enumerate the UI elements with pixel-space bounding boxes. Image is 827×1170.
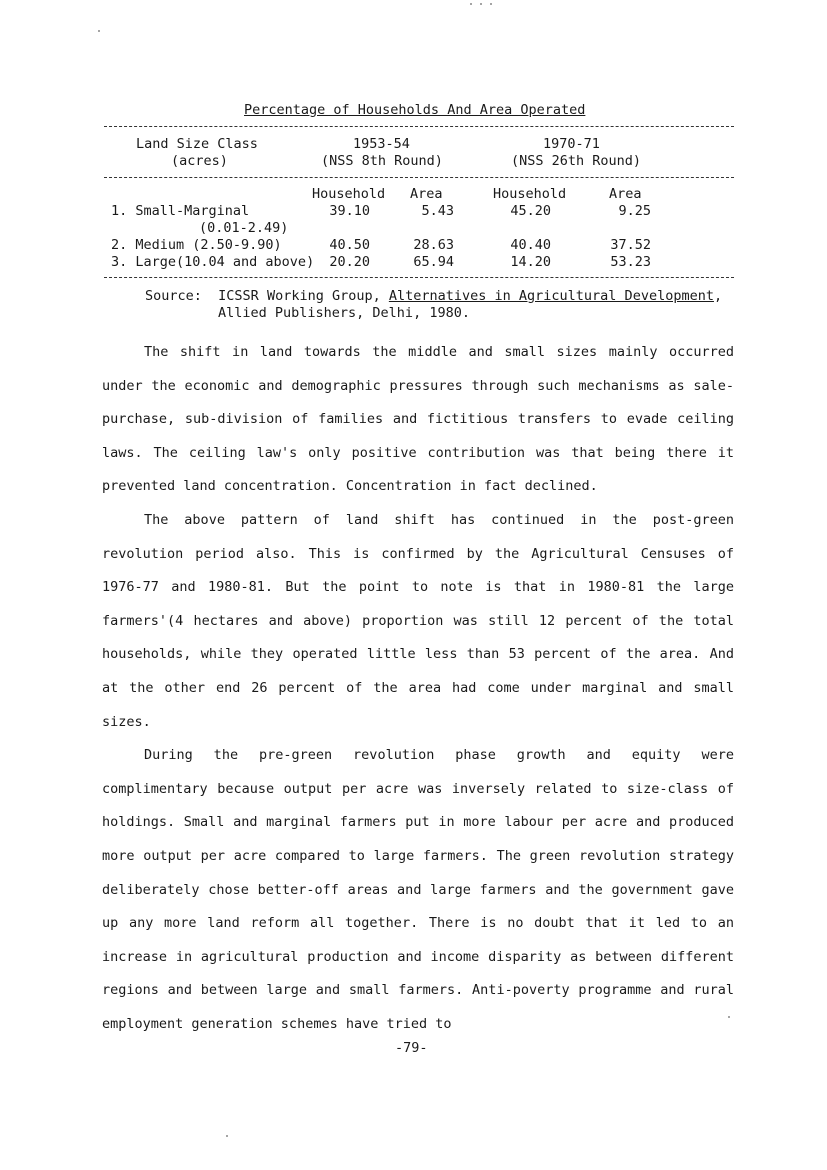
row-label-range: (0.01-2.49)	[199, 220, 289, 236]
row-label: 2. Medium (2.50-9.90)	[111, 237, 282, 253]
subheader-area-2: Area	[609, 186, 642, 202]
cell-household-1970: 14.20	[510, 254, 551, 270]
source-label: Source:	[145, 288, 202, 304]
header-period-2: 1970-71	[543, 136, 600, 152]
row-label: 1. Small-Marginal	[111, 203, 250, 219]
header-period-1-round: (NSS 8th Round)	[321, 153, 443, 169]
body-text	[102, 336, 734, 1041]
cell-household-1970: 40.40	[510, 237, 551, 253]
paragraph: The above pattern of land shift has continued in the post-green revolution period also. This is confirmed by the Agricultural Censuses of 1976-77 and 1980-81. But the point to note is that in 1980-81 the large farmers'(4 hectares and above) proportion was still 12 percent of the total households, while they operated little less than 53 percent of the area. And at the other end 26 percent of the area had come under marginal and small sizes.	[102, 511, 734, 730]
header-period-2-round: (NSS 26th Round)	[511, 153, 642, 169]
header-acres: (acres)	[171, 153, 228, 169]
scan-speck	[98, 30, 100, 32]
scan-speck	[480, 3, 482, 5]
cell-household-1953: 40.50	[329, 237, 370, 253]
cell-area-1970: 9.25	[618, 203, 651, 219]
cell-household-1953: 39.10	[329, 203, 370, 219]
source-note	[145, 288, 722, 304]
cell-area-1970: 37.52	[610, 237, 651, 253]
source-title: Alternatives in Agricultural Development	[388, 288, 714, 304]
scan-speck	[470, 3, 472, 5]
page-number: -79-	[395, 1040, 428, 1056]
cell-area-1953: 28.63	[413, 237, 454, 253]
table-top-rule	[104, 126, 734, 127]
cell-household-1970: 45.20	[510, 203, 551, 219]
subheader-household-2: Household	[493, 186, 567, 202]
header-period-1: 1953-54	[353, 136, 410, 152]
subheader-area-1: Area	[410, 186, 443, 202]
table-title: Percentage of Households And Area Operated	[244, 102, 586, 118]
cell-area-1953: 5.43	[421, 203, 454, 219]
source-text-end: ,	[713, 288, 723, 304]
source-publisher: Allied Publishers, Delhi, 1980.	[218, 305, 470, 321]
scan-speck	[226, 1135, 228, 1137]
table-bottom-rule	[104, 277, 734, 278]
row-label: 3. Large(10.04 and above)	[111, 254, 315, 270]
subheader-household-1: Household	[312, 186, 386, 202]
paragraph: During the pre-green revolution phase growth and equity were complimentary because output per acre was inversely related to size-class of holdings. Small and marginal farmers put in more labour per acre and produced more output per acre compared to large farmers. The green revolution strategy deliberately chose better-off areas and large farmers and the government gave up any more land reform all together. There is no doubt that it led to an increase in agricultural production and income disparity as between different regions and between large and small farmers. Anti-poverty programme and rural employment generation schemes have tried to	[102, 747, 734, 1032]
header-land-size: Land Size Class	[136, 136, 258, 152]
cell-area-1970: 53.23	[610, 254, 651, 270]
scan-speck	[490, 3, 492, 5]
cell-household-1953: 20.20	[329, 254, 370, 270]
table-header-rule	[104, 177, 734, 178]
source-text: ICSSR Working Group,	[218, 288, 389, 304]
cell-area-1953: 65.94	[413, 254, 454, 270]
paragraph: The shift in land towards the middle and small sizes mainly occurred under the economic and demographic pressures through such mechanisms as sale-purchase, sub-division of families and fictitious transfers to evade ceiling laws. The ceiling law's only positive contribution was that being there it prevented land concentration. Concentration in fact declined.	[102, 344, 734, 495]
